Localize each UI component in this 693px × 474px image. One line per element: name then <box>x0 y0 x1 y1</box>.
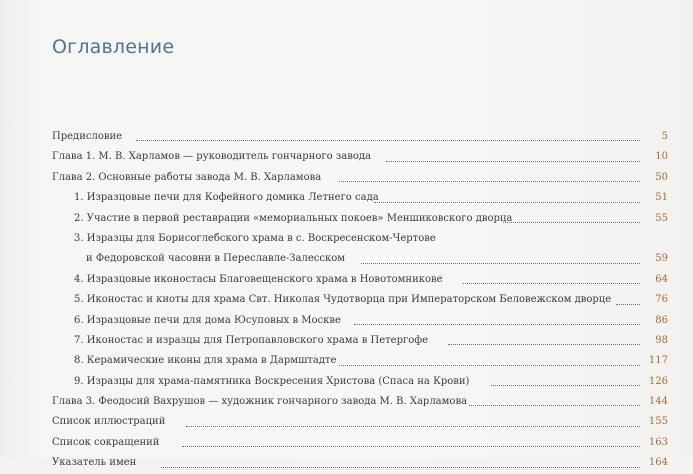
toc-leader-dots <box>503 222 640 223</box>
toc-entry <box>52 127 668 147</box>
toc-entry-title: Глава 1. М. В. Харламов — руководитель гончарного завода <box>52 151 371 163</box>
toc-page-number: 117 <box>648 355 668 367</box>
toc-entry <box>52 331 668 351</box>
toc-entry <box>52 188 668 208</box>
toc-page-number: 55 <box>655 212 668 224</box>
toc-entry-title: Глава 2. Основные работы завода М. В. Харламова <box>52 171 322 183</box>
toc-page-number: 59 <box>655 253 668 265</box>
toc-heading: Оглавление <box>52 36 175 58</box>
toc-leader-dots <box>161 467 640 468</box>
toc-leader-dots <box>361 263 640 264</box>
toc-entry <box>52 392 668 412</box>
toc-entry-title: 9. Изразцы для храма-памятника Воскресения Христова (Спаса на Крови) <box>74 375 470 387</box>
toc-entry <box>52 147 668 167</box>
toc-page-number: 50 <box>655 171 668 183</box>
toc-page-number: 164 <box>648 457 668 469</box>
toc-entry-title: и Федоровской часовни в Переславле-Залесском <box>86 253 346 265</box>
toc-entry-title: 4. Изразцовые иконостасы Благовещенского храма в Новотомникове <box>74 273 443 285</box>
toc-entry <box>52 270 668 290</box>
toc-entry <box>52 229 668 249</box>
toc-entry <box>52 372 668 392</box>
toc-leader-dots <box>386 161 640 162</box>
toc-page-number: 86 <box>655 314 668 326</box>
toc-leader-dots <box>463 283 640 284</box>
toc-entry <box>52 453 668 473</box>
toc-entry <box>52 351 668 371</box>
toc-entry-title: 2. Участие в первой реставрации «мемориальных покоев» Меншиковского дворца <box>74 212 513 224</box>
toc-page-number: 144 <box>648 396 668 408</box>
toc-leader-dots <box>339 181 640 182</box>
toc-entry-title: 5. Иконостас и киоты для храма Свт. Николая Чудотворца при Императорском Беловежском дворце <box>74 294 612 306</box>
toc-page-number: 64 <box>655 273 668 285</box>
toc-entry-title: 6. Изразцовые печи для дома Юсуповых в Москве <box>74 314 341 326</box>
toc-leader-dots <box>186 426 640 427</box>
toc-entry-title: 3. Изразцы для Борисоглебского храма в с. Воскресенском-Чертове <box>74 232 436 244</box>
toc-leader-dots <box>448 344 640 345</box>
toc-leader-dots <box>136 140 640 141</box>
toc-entry <box>52 412 668 432</box>
toc-entry-title: Указатель имен <box>52 457 137 469</box>
toc-entry-title: Список сокращений <box>52 436 160 448</box>
toc-entry <box>52 433 668 453</box>
toc-entry <box>52 290 668 310</box>
toc-leader-dots <box>491 385 640 386</box>
toc-leader-dots <box>182 446 640 447</box>
toc-page-number: 163 <box>648 436 668 448</box>
toc-entry-title: Список иллюстраций <box>52 416 166 428</box>
toc-entry-title: Предисловие <box>52 131 123 142</box>
toc-entry-title: 1. Изразцовые печи для Кофейного домика Летнего сада <box>74 192 379 204</box>
toc-entry <box>52 249 668 269</box>
table-of-contents <box>52 127 668 474</box>
toc-page-number: 126 <box>648 375 668 387</box>
toc-entry <box>52 168 668 188</box>
toc-page-number: 76 <box>655 294 668 306</box>
toc-entry-title: Глава 3. Феодосий Вахрушов — художник гончарного завода М. В. Харламова <box>52 396 468 408</box>
toc-entry-title: 8. Керамические иконы для храма в Дармштадте <box>74 355 337 367</box>
toc-page-number: 51 <box>655 192 668 204</box>
toc-leader-dots <box>616 304 640 305</box>
toc-page-number: 98 <box>655 334 668 346</box>
toc-page-number: 5 <box>661 131 668 142</box>
toc-page-number: 10 <box>655 151 668 163</box>
toc-entry-title: 7. Иконостас и изразцы для Петропавловского храма в Петергофе <box>74 334 429 346</box>
toc-leader-dots <box>374 202 640 203</box>
toc-entry <box>52 209 668 229</box>
toc-leader-dots <box>339 365 640 366</box>
toc-page-number: 155 <box>648 416 668 428</box>
toc-entry <box>52 311 668 331</box>
toc-leader-dots <box>354 324 640 325</box>
toc-leader-dots <box>469 405 640 406</box>
